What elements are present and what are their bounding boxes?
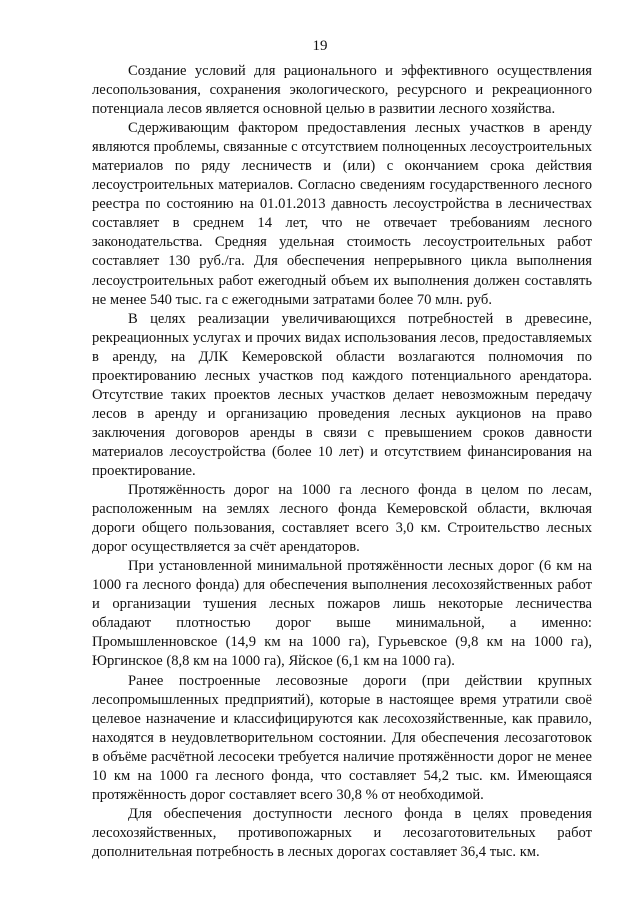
body-text: [92, 62, 592, 862]
paragraph-7: Для обеспечения доступности лесного фонда в целях проведения лесохозяйственных, противопожарных и лесозаготовительных работ дополнительная потребность в лесных дорогах составляет 36,4 тыс. км.: [92, 805, 592, 860]
paragraph-3: В целях реализации увеличивающихся потребностей в древесине, рекреационных услугах и прочих видах использования лесов, предоставляемых в аренду, на ДЛК Кемеровской области возлагаются полномочия по проектированию лесных участков под каждого потенциального арендатора. Отсутствие таких проектов лесных участков делает невозможным передачу лесов в аренду и организацию проведения лесных аукционов на право заключения договоров аренды в связи с превышением сроков давности материалов лесоустройства (более 10 лет) и отсутствием финансирования на проектирование.: [92, 310, 592, 479]
paragraph-5: При установленной минимальной протяжённости лесных дорог (6 км на 1000 га лесного фонда) для обеспечения выполнения лесохозяйственных работ и организации тушения лесных пожаров лишь некоторые лесничества обладают плотностью дорог выше минимальной, а именно: Промышленновское (14,9 км на 1000 га), Гурьевское (9,8 км на 1000 га), Юргинское (8,8 км на 1000 га), Яйское (6,1 км на 1000 га).: [92, 558, 592, 670]
paragraph-2: Сдерживающим фактором предоставления лесных участков в аренду являются проблемы, связанные с отсутствием полноценных лесоустроительных материалов по ряду лесничеств и (или) с окончанием срока действия лесоустроительных материалов. Согласно сведениям государственного лесного реестра по состоянию на 01.01.2013 давность лесоустройства в лесничествах составляет в среднем 14 лет, что не отвечает требованиям лесного законодательства. Средняя удельная стоимость лесоустроительных работ составляет 130 руб./га. Для обеспечения непрерывного цикла выполнения лесоустроительных работ ежегодный объем их выполнения должен составлять не менее 540 тыс. га с ежегодными затратами более 70 млн. руб.: [92, 120, 592, 308]
page-number: 19: [312, 38, 328, 54]
paragraph-4: Протяжённость дорог на 1000 га лесного фонда в целом по лесам, расположенным на землях лесного фонда Кемеровской области, включая дороги общего пользования, составляет всего 3,0 км. Строительство лесных дорог осуществляется за счёт арендаторов.: [92, 482, 592, 556]
paragraph-6: Ранее построенные лесовозные дороги (при действии крупных лесопромышленных предприятий), которые в настоящее время утратили своё целевое назначение и классифицируются как лесохозяйственные, как правило, находятся в неудовлетворительном состоянии. Для обеспечения лесозаготовок в объёме расчётной лесосеки требуется наличие протяжённости дорог не менее 10 км на 1000 га лесного фонда, что составляет 54,2 тыс. км. Имеющаяся протяжённость дорог составляет всего 30,8 % от необходимой.: [92, 672, 592, 803]
paragraph-1: Создание условий для рационального и эффективного осуществления лесопользования, сохранения экологического, ресурсного и рекреационного потенциала лесов является основной целью в развитии лесного хозяйства.: [92, 63, 592, 118]
